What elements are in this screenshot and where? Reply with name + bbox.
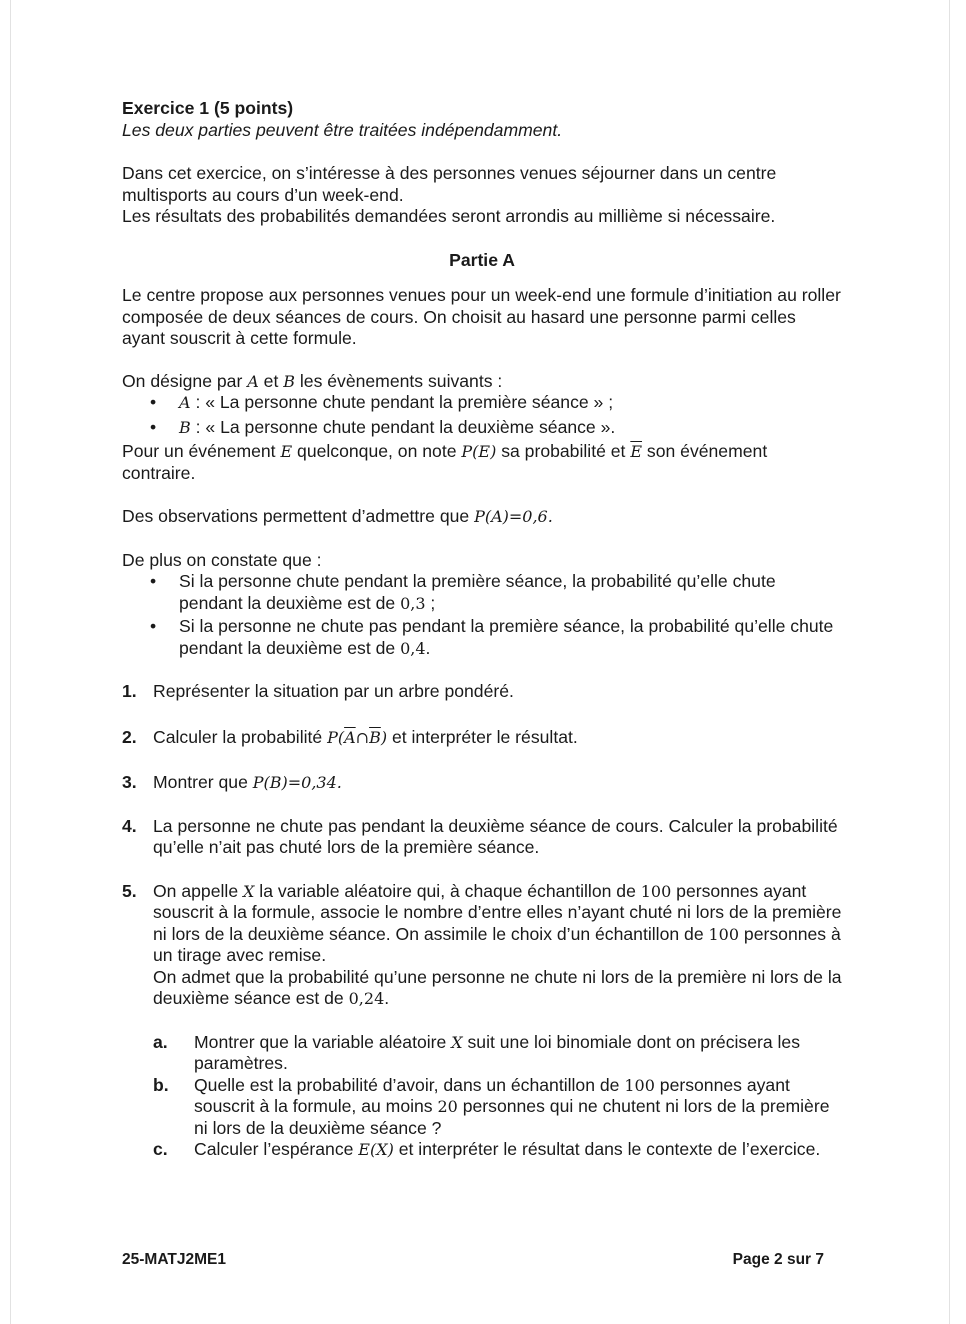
- conditional-post-2: .: [425, 637, 431, 658]
- conditional-post-1: ;: [425, 592, 436, 613]
- symbol-x: X: [243, 881, 255, 901]
- q5-p2-pre: On admet que la probabilité qu’une personne ne chute ni lors de la première ni lors de la deuxième séance est de: [153, 966, 842, 1008]
- question-number: 4.: [122, 815, 137, 836]
- symbol-e-bar: $\overline{E}$: [630, 442, 643, 461]
- exercise-subtitle: Les deux parties peuvent être traitées indépendamment.: [122, 119, 563, 140]
- question-5c: [122, 1139, 842, 1161]
- sample-size-value: 100: [640, 881, 672, 901]
- formula-ex: E(X): [358, 1140, 394, 1159]
- q5a-post: suit une loi binomiale dont on précisera les paramètres.: [194, 1031, 801, 1073]
- q5-pre: On appelle: [153, 880, 243, 901]
- conditional-text-2: Si la personne ne chute pas pendant la première séance, la probabilité qu’elle chute pendant la deuxième est de: [179, 616, 834, 658]
- question-5-paragraph-1: [153, 881, 842, 967]
- event-a-text: : « La personne chute pendant la première séance » ;: [190, 392, 614, 412]
- bullet-icon: •: [150, 416, 157, 437]
- events-intro-pre: On désigne par: [122, 370, 248, 391]
- conditional-value-2: 0,4: [400, 638, 426, 658]
- threshold-value: 20: [437, 1097, 458, 1116]
- symbol-a: A: [247, 371, 259, 391]
- question-1: [122, 681, 842, 703]
- q5b-mid: personnes ayant souscrit à la formule, au moins: [194, 1074, 790, 1116]
- question-3-pre: Montrer que: [153, 772, 253, 792]
- events-intro-mid: et: [258, 370, 284, 391]
- formula-pe: P(E): [461, 442, 497, 461]
- q5-mid2: personnes ayant souscrit à la formule, associe le nombre d’entre elles n’ayant chuté ni lors de la première ni lors de la deuxième séance. On assimile le choix d’un échantillon de: [153, 880, 842, 944]
- question-5: [122, 881, 842, 1010]
- q5a-pre: Montrer que la variable aléatoire: [194, 1031, 452, 1052]
- formula-pb: P(B)=0,34.: [252, 773, 342, 792]
- bullet-icon: •: [150, 571, 157, 591]
- events-intro: [122, 371, 842, 393]
- intro-paragraph: Dans cet exercice, on s’intéresse à des personnes venues séjourner dans un centre multisports au cours d’un week-end.: [122, 163, 777, 205]
- sub-question-letter: a.: [153, 1031, 168, 1052]
- conditional-text-1: Si la personne chute pendant la première séance, la probabilité qu’elle chute pendant la deuxième est de: [179, 571, 776, 613]
- notation-post: son événement contraire.: [122, 441, 768, 483]
- sub-question-letter: b.: [153, 1074, 169, 1095]
- question-5-paragraph-2: [153, 967, 842, 1010]
- symbol-a-bar: $\overline{A}$: [344, 727, 356, 747]
- q5-post: personnes à un tirage avec remise.: [153, 923, 841, 965]
- observation-pre: Des observations permettent d’admettre que: [122, 506, 475, 526]
- observation-paragraph: [122, 506, 842, 528]
- rounding-instruction: Les résultats des probabilités demandées seront arrondis au millième si nécessaire.: [122, 206, 776, 226]
- document-page: [10, 0, 950, 1324]
- intersection-symbol: ∩: [355, 727, 370, 747]
- sample-size-value: 100: [624, 1075, 655, 1095]
- question-1-text: Représenter la situation par un arbre pondéré.: [153, 681, 514, 701]
- notation-paragraph: [122, 441, 842, 484]
- q5c-pre: Calculer l’espérance: [194, 1139, 359, 1159]
- conditional-item-2: [122, 616, 842, 659]
- probability-value: 0,24: [348, 989, 385, 1008]
- exercise-title: Exercice 1 (5 points): [122, 98, 294, 118]
- events-intro-post: les évènements suivants :: [294, 370, 503, 391]
- context-paragraph: Le centre propose aux personnes venues pour un week-end une formule d’initiation au roller composée de deux séances de cours. On choisit au hasard une personne parmi celles ayant souscrit à cette formule.: [122, 285, 841, 348]
- symbol-b: B: [283, 371, 295, 391]
- notation-mid2: sa probabilité et: [496, 441, 631, 461]
- exercise-content: [122, 98, 842, 1161]
- q5-p2-post: .: [384, 988, 390, 1008]
- symbol-x: X: [451, 1032, 463, 1052]
- question-4-text: La personne ne chute pas pendant la deuxième séance de cours. Calculer la probabilité qu’elle n’ait pas chuté lors de la première séance.: [153, 815, 838, 857]
- q5-mid: la variable aléatoire qui, à chaque échantillon de: [254, 880, 641, 901]
- question-number: 3.: [122, 772, 137, 792]
- notation-mid1: quelconque, on note: [292, 441, 462, 461]
- q5b-post: personnes qui ne chutent ni lors de la première ni lors de la deuxième séance ?: [194, 1096, 830, 1138]
- symbol-b-bar: $\overline{B}$: [369, 727, 381, 747]
- notation-pre: Pour un événement: [122, 441, 281, 461]
- formula-pa: P(A)=0,6.: [474, 507, 553, 526]
- event-b-text: : « La personne chute pendant la deuxième séance ».: [190, 416, 616, 437]
- question-5a: [122, 1032, 842, 1075]
- q5c-post: et interpréter le résultat dans le contexte de l’exercice.: [393, 1139, 821, 1159]
- part-a-title: Partie A: [449, 249, 515, 270]
- moreover-line: De plus on constate que :: [122, 549, 322, 570]
- event-b-item: [122, 417, 842, 439]
- event-a-item: [122, 392, 842, 414]
- question-number: 1.: [122, 681, 137, 701]
- bullet-icon: •: [150, 616, 157, 636]
- question-4: [122, 816, 842, 859]
- sub-question-letter: c.: [153, 1139, 168, 1159]
- question-2-pre: Calculer la probabilité: [153, 726, 328, 747]
- question-number: 5.: [122, 880, 137, 901]
- exam-code: 25-MATJ2ME1: [122, 1251, 226, 1268]
- question-3: [122, 772, 842, 794]
- question-2: [122, 727, 842, 749]
- conditional-value-1: 0,3: [400, 593, 426, 613]
- event-b-symbol: B: [179, 417, 191, 437]
- conditional-item-1: [122, 571, 842, 614]
- q5b-pre: Quelle est la probabilité d’avoir, dans un échantillon de: [194, 1074, 625, 1095]
- page-number: Page 2 sur 7: [732, 1251, 824, 1268]
- bullet-icon: •: [150, 392, 157, 412]
- formula-p-open: P(: [327, 727, 345, 747]
- symbol-e: E: [280, 442, 293, 461]
- question-5b: [122, 1075, 842, 1140]
- sample-size-value: 100: [708, 924, 740, 944]
- question-2-post: et interpréter le résultat.: [387, 726, 578, 747]
- formula-close: ): [380, 727, 388, 747]
- question-number: 2.: [122, 726, 137, 747]
- event-a-symbol: A: [179, 393, 191, 412]
